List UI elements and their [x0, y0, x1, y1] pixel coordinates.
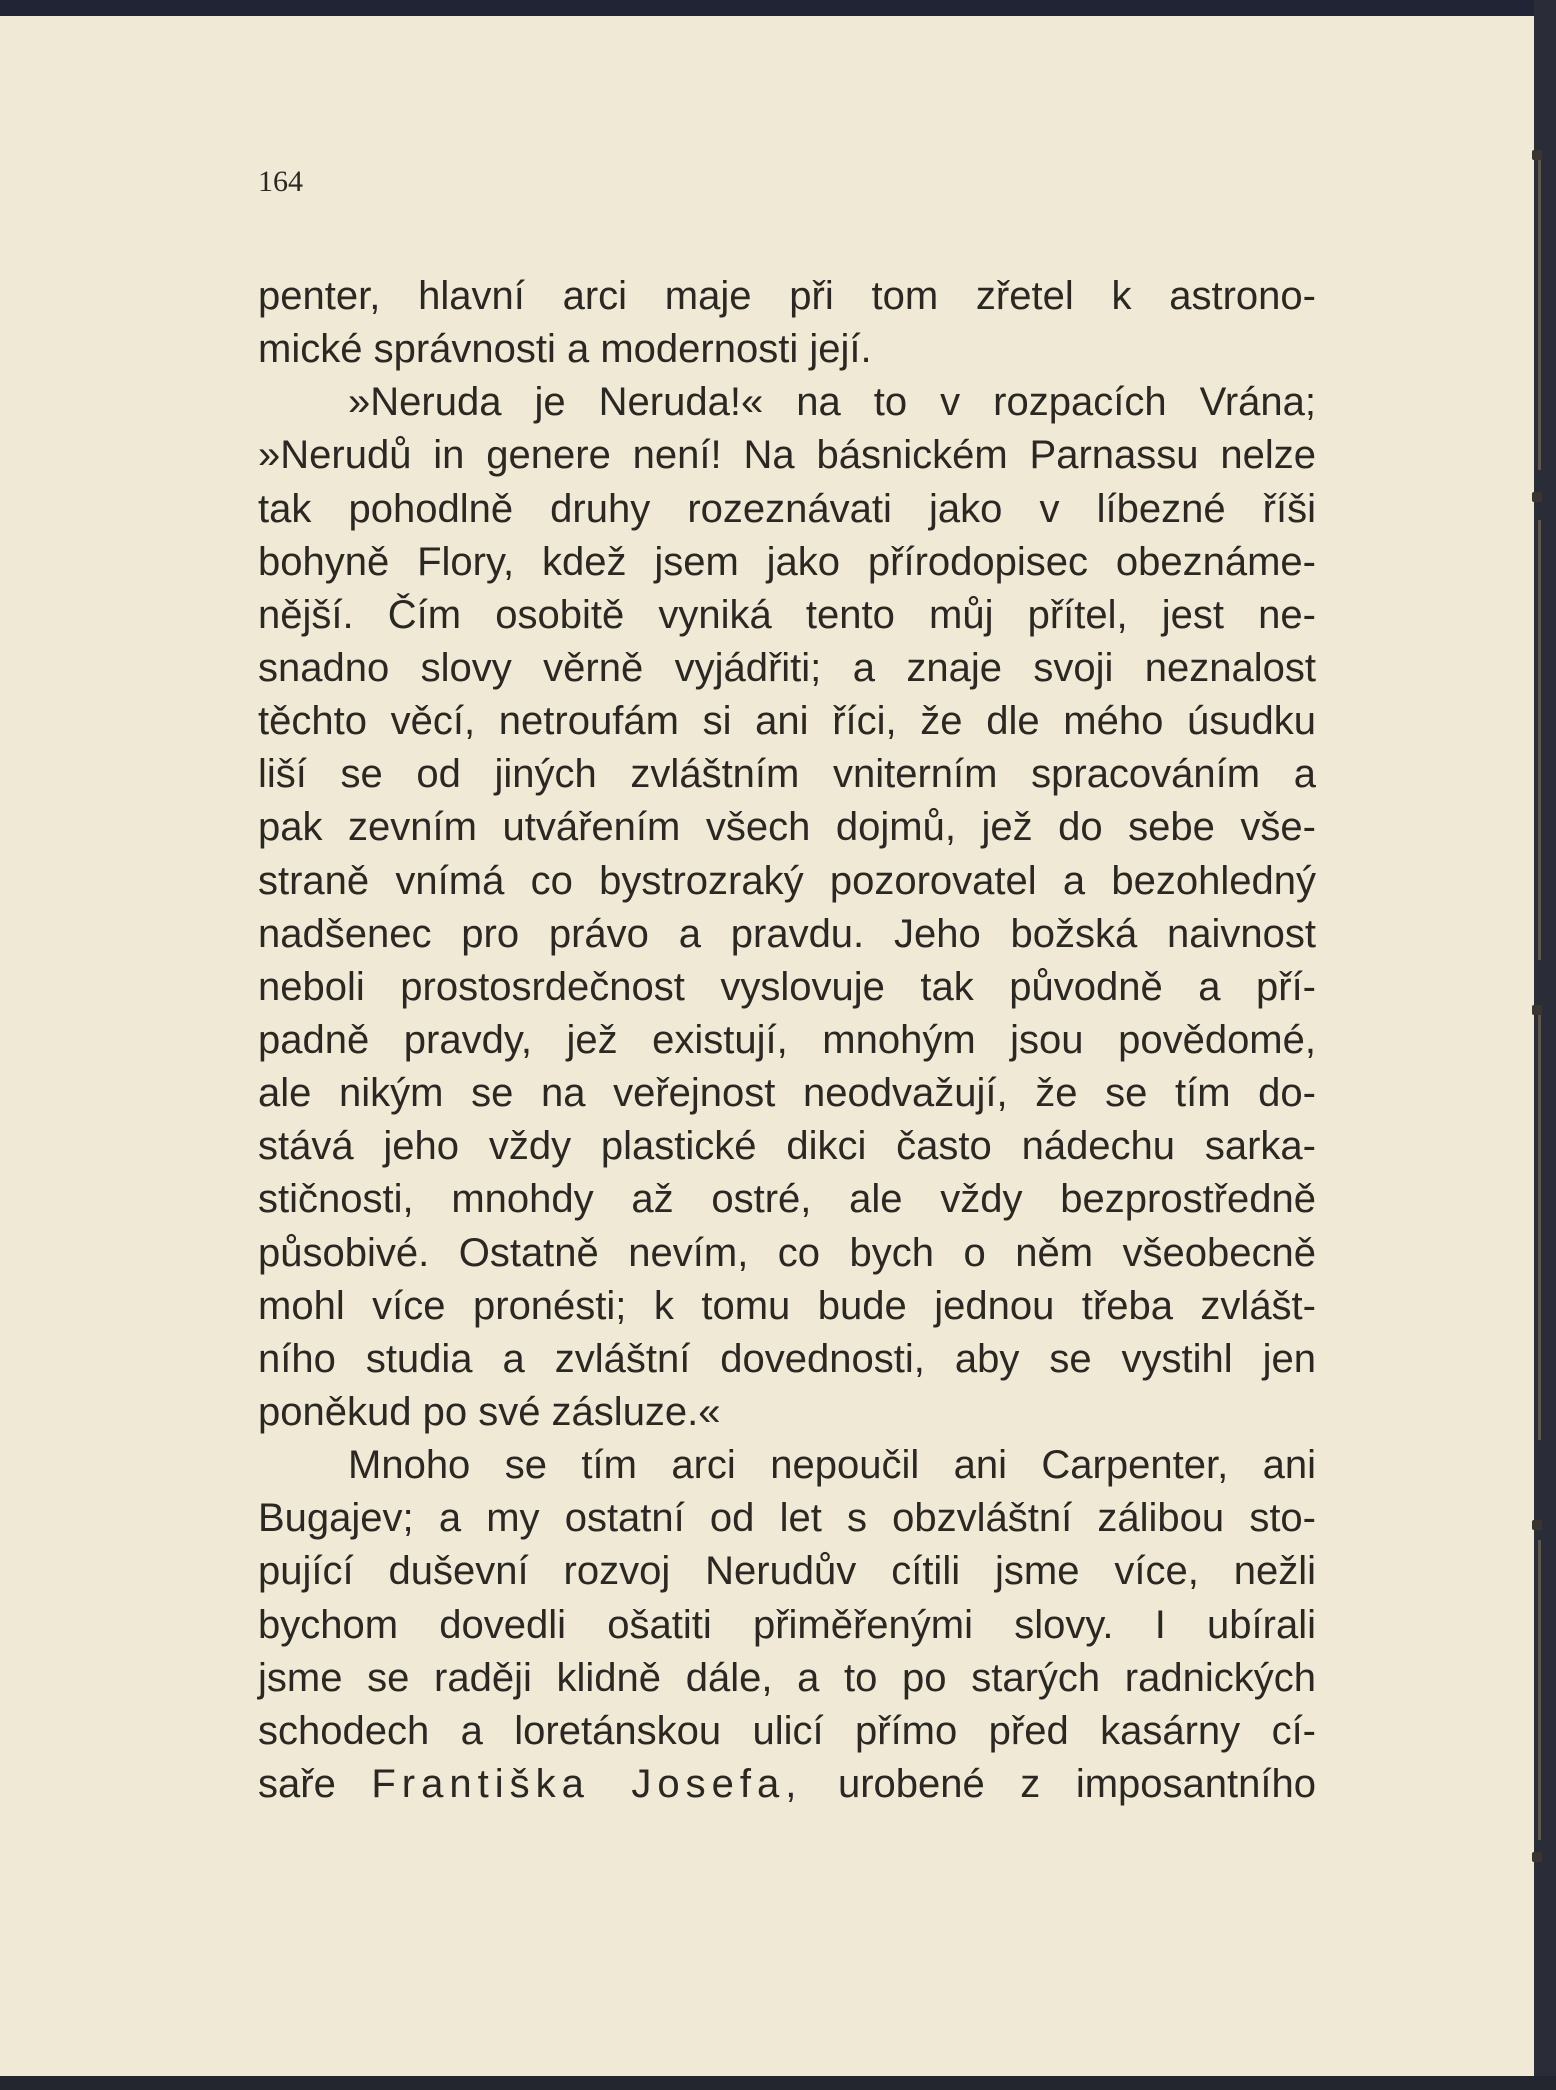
- text-line: snadno slovy věrně vyjádřiti; a znaje svoji neznalost: [258, 645, 1316, 690]
- final-line-start: saře: [258, 1761, 336, 1806]
- text-line: »Neruda je Neruda!« na to v rozpacích Vrána;: [348, 380, 1316, 425]
- binding-thread: [1538, 150, 1541, 470]
- text-line: liší se od jiných zvláštním vniterním spracováním a: [258, 752, 1316, 797]
- text-line: neboli prostosrdečnost vyslovuje tak původně a pří-: [258, 964, 1316, 1009]
- text-line: »Nerudů in genere není! Na básnickém Parnassu nelze: [258, 433, 1316, 478]
- binding-thread: [1538, 520, 1541, 960]
- text-line: stičnosti, mnohdy až ostré, ale vždy bezprostředně: [258, 1177, 1316, 1222]
- text-line: mohl více pronésti; k tomu bude jednou třeba zvlášt-: [258, 1283, 1316, 1328]
- body-text: [258, 270, 1316, 1811]
- text-line: působivé. Ostatně nevím, co bych o něm všeobecně: [258, 1230, 1316, 1275]
- text-line: Mnoho se tím arci nepoučil ani Carpenter, ani: [348, 1443, 1316, 1488]
- text-line: jsme se raději klidně dále, a to po starých radnických: [258, 1655, 1316, 1700]
- scan-top-edge: [0, 0, 1556, 16]
- page-number: 164: [258, 165, 303, 198]
- text-line: padně pravdy, jež existují, mnohým jsou povědomé,: [258, 1017, 1316, 1062]
- text-line: straně vnímá co bystrozraký pozorovatel a bezohledný: [258, 858, 1316, 903]
- text-line: tak pohodlně druhy rozeznávati jako v líbezné říši: [258, 486, 1316, 531]
- text-line-final: [258, 1758, 1316, 1811]
- text-line: pak zevním utvářením všech dojmů, jež do sebe vše-: [258, 805, 1316, 850]
- text-line: těchto věcí, netroufám si ani říci, že dle mého úsudku: [258, 699, 1316, 744]
- text-line: nadšenec pro právo a pravdu. Jeho božská naivnost: [258, 911, 1316, 956]
- text-line: stává jeho vždy plastické dikci často nádechu sarka-: [258, 1124, 1316, 1169]
- spaced-name-emphasis: Františka Josefa,: [371, 1761, 803, 1806]
- text-line: nější. Čím osobitě vyniká tento můj přítel, jest ne-: [258, 592, 1316, 637]
- text-line: bychom dovedli ošatiti přiměřenými slovy. I ubírali: [258, 1602, 1316, 1647]
- binding-stitch: [1532, 1520, 1542, 1530]
- text-line: ale nikým se na veřejnost neodvažují, že se tím do-: [258, 1071, 1316, 1116]
- binding-thread: [1538, 1540, 1541, 1840]
- binding-stitch: [1532, 1852, 1542, 1862]
- text-line: poněkud po své zásluze.«: [258, 1389, 721, 1434]
- binding-stitch: [1532, 1005, 1542, 1015]
- binding-stitch: [1532, 150, 1542, 160]
- binding-thread: [1538, 1010, 1541, 1440]
- scan-bottom-edge: [0, 2076, 1556, 2090]
- text-line: pující duševní rozvoj Nerudův cítili jsme více, nežli: [258, 1549, 1316, 1594]
- final-line-end: urobené z imposantního: [837, 1761, 1317, 1806]
- text-line: schodech a loretánskou ulicí přímo před kasárny cí-: [258, 1708, 1316, 1753]
- text-line: penter, hlavní arci maje při tom zřetel k astrono-: [258, 274, 1316, 318]
- text-line: bohyně Flory, kdež jsem jako přírodopisec obeznáme-: [258, 539, 1316, 584]
- text-line: mické správnosti a modernosti její.: [258, 327, 872, 372]
- text-line: Bugajev; a my ostatní od let s obzvláštní zálibou sto-: [258, 1496, 1316, 1541]
- text-line: ního studia a zvláštní dovednosti, aby se vystihl jen: [258, 1336, 1316, 1381]
- binding-stitch: [1532, 492, 1542, 502]
